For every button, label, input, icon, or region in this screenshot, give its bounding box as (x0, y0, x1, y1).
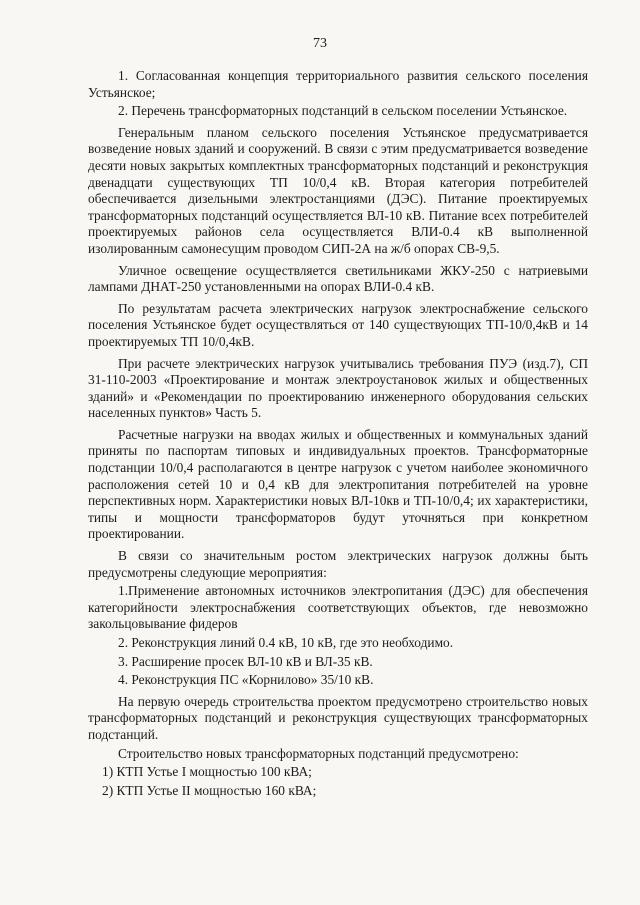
paragraph-substation-list: 2. Перечень трансформаторных подстанций в сельском поселении Устьянское. (118, 103, 568, 119)
measure-item-3: 3. Расширение просек ВЛ-10 кВ и ВЛ-35 кВ. (118, 653, 373, 669)
paragraph-calculated-loads: Расчетные нагрузки на вводах жилых и общественных и коммунальных зданий приняты по паспортам типовых и индивидуальных проектов. Трансформаторные подстанции 10/0,4 располагаются в центре нагрузок с учетом наиболее экономичного расположения сетей 10 и 0,4 кВ для электропитания потребителей на уровне перспективных норм. Характеристики новых ВЛ-10кв и ТП-10/0,4; их характеристики, типы и мощности трансформаторов будут уточняться при конкретном проектировании. (88, 426, 588, 542)
paragraph-load-results: По результатам расчета электрических нагрузок электроснабжение сельского поселения Устьянское будет осуществляться от 140 существующих ТП-10/0,4кВ и 14 проектируемых ТП 10/0,4кВ. (88, 300, 588, 349)
substation-item-1: 1) КТП Устье I мощностью 100 кВА; (102, 764, 312, 780)
measure-item-1: 1.Применение автономных источников электропитания (ДЭС) для обеспечения категорийности электроснабжения соответствующих объектов, где невозможно закольцовывание фидеров (88, 583, 588, 632)
paragraph-measures-intro: В связи со значительным ростом электрических нагрузок должны быть предусмотрены следующие мероприятия: (88, 548, 588, 580)
paragraph-new-substations: Строительство новых трансформаторных подстанций предусмотрено: (118, 745, 519, 761)
paragraph-concept: 1. Согласованная концепция территориального развития сельского поселения Устьянское; (88, 68, 588, 100)
measure-item-2: 2. Реконструкция линий 0.4 кВ, 10 кВ, где это необходимо. (118, 635, 454, 650)
substation-item-2: 2) КТП Устье II мощностью 160 кВА; (102, 782, 317, 798)
paragraph-requirements: При расчете электрических нагрузок учитывались требования ПУЭ (изд.7), СП 31-110-2003 «Проектирование и монтаж электроустановок жилых и общественных зданий» и «Рекомендации по проектированию инженерного оборудования сельских населенных пунктов» Часть 5. (88, 355, 588, 421)
paragraph-general-plan: Генеральным планом сельского поселения Устьянское предусматривается возведение новых зданий и сооружений. В связи с этим предусматривается возведение десяти новых закрытых комплектных трансформаторных подстанций и реконструкция двенадцати существующих ТП 10/0,4 кВ. Вторая категория потребителей обеспечивается дизельными электростанциями (ДЭС). Питание проектируемых трансформаторных подстанций осуществляется ВЛ-10 кВ. Питание всех потребителей проектируемых районов села осуществляется ВЛИ-0.4 кВ выполненной изолированным самонесущим проводом СИП-2А на ж/б опорах СВ-9,5. (88, 124, 588, 256)
document-body (88, 68, 588, 801)
paragraph-first-stage: На первую очередь строительства проектом предусмотрено строительство новых трансформаторных подстанций и реконструкция существующих трансформаторных подстанций. (88, 693, 588, 742)
measure-item-4: 4. Реконструкция ПС «Корнилово» 35/10 кВ. (118, 672, 374, 688)
paragraph-street-lighting: Уличное освещение осуществляется светильниками ЖКУ-250 с натриевыми лампами ДНАТ-250 установленными на опорах ВЛИ-0.4 кВ. (88, 262, 588, 295)
page-number: 73 (313, 36, 327, 51)
